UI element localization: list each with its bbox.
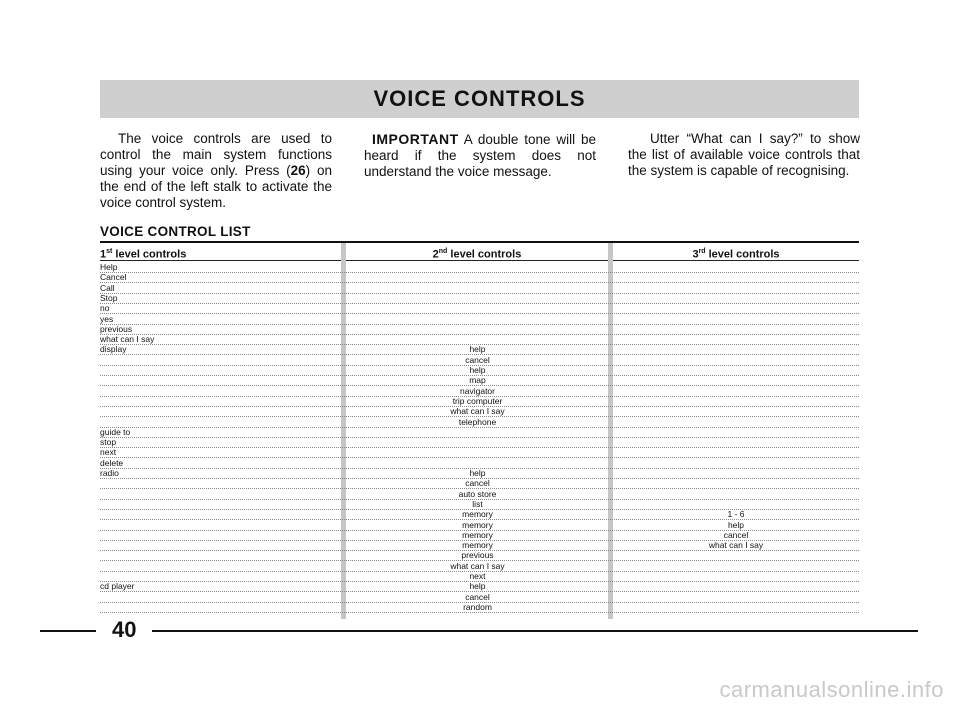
level-2-control: navigator	[460, 385, 495, 396]
section-title: VOICE CONTROLS	[373, 86, 586, 111]
header-level-3	[613, 244, 859, 261]
level-2-control: previous	[461, 550, 494, 561]
level-2-control: telephone	[458, 416, 497, 427]
level-2-control: help	[469, 365, 486, 375]
page-number: 40	[112, 617, 137, 642]
section-banner	[100, 80, 859, 118]
level-2-control: memory	[462, 529, 493, 540]
header-sup: nd	[438, 248, 448, 255]
level-2-control: memory	[462, 509, 493, 520]
level-2-control: cancel	[465, 478, 490, 489]
level-3-control: what can I say	[708, 540, 764, 551]
level-2-control: memory	[462, 540, 493, 551]
level-1-control: radio	[100, 468, 119, 478]
level-1-control: no	[100, 303, 110, 314]
level-2-control: map	[469, 375, 486, 386]
intro-text-2: A double tone will be heard if the system does not understand the voice message.	[364, 132, 596, 179]
intro-paragraph-2	[364, 131, 596, 180]
intro-paragraph-3	[628, 131, 860, 179]
header-text: level controls	[447, 248, 522, 261]
level-1-control: previous	[100, 323, 133, 334]
watermark: carmanualsonline.info	[719, 677, 944, 702]
table-row	[100, 602, 859, 613]
level-1-control: Cancel	[100, 272, 127, 283]
level-1-control: yes	[100, 313, 114, 324]
voice-control-table	[100, 241, 859, 619]
important-label: IMPORTANT	[372, 131, 459, 147]
level-1-control: next	[100, 447, 117, 458]
level-1-control: stop	[100, 437, 117, 448]
header-sup: st	[106, 248, 113, 255]
level-1-control: guide to	[100, 426, 131, 437]
level-3-control: help	[727, 519, 745, 530]
level-1-control: display	[100, 344, 127, 355]
header-num: 1	[100, 248, 107, 261]
intro-text-3: Utter “What can I say?” to show the list of available voice controls that the system is capable of recognising.	[628, 131, 860, 178]
level-1-control: Help	[100, 262, 118, 272]
header-text: level controls	[705, 248, 780, 261]
level-3-control: cancel	[723, 529, 749, 540]
header-sup: rd	[698, 248, 706, 255]
level-2-control: help	[469, 468, 486, 478]
level-2-control: help	[469, 581, 486, 592]
level-2-control: help	[469, 344, 486, 355]
level-2-control: memory	[462, 519, 493, 530]
header-level-2	[346, 244, 608, 261]
level-1-control: Call	[100, 282, 115, 293]
intro-text-1a: The voice controls are used to control the main system functions using your voice only. Press (	[100, 131, 332, 178]
header-level-1	[100, 244, 341, 261]
level-2-control: what can I say	[450, 560, 505, 571]
level-3-control: 1 - 6	[727, 509, 745, 520]
stalk-key-number: 26	[290, 163, 306, 178]
header-num: 3	[692, 248, 699, 261]
level-2-control: what can I say	[450, 406, 505, 417]
level-2-control: trip computer	[452, 395, 503, 406]
level-1-control: what can I say	[100, 334, 155, 345]
header-text: level controls	[112, 248, 187, 261]
level-1-control: delete	[100, 457, 124, 468]
header-num: 2	[432, 248, 439, 261]
voice-control-list-title: VOICE CONTROL LIST	[100, 224, 251, 239]
level-2-control: auto store	[458, 488, 497, 499]
level-1-control: cd player	[100, 581, 135, 592]
level-2-control: random	[463, 601, 492, 612]
level-2-control: list	[472, 498, 483, 509]
intro-text-1b: ) on the end of the left stalk to activate the voice control system.	[100, 163, 332, 210]
footer-rule-left	[40, 630, 96, 632]
footer-rule-right	[152, 630, 918, 632]
level-1-control: Stop	[100, 292, 118, 303]
intro-paragraph-1	[100, 131, 332, 211]
level-2-control: next	[469, 571, 486, 581]
level-2-control: cancel	[465, 591, 490, 602]
level-2-control: cancel	[465, 354, 490, 365]
